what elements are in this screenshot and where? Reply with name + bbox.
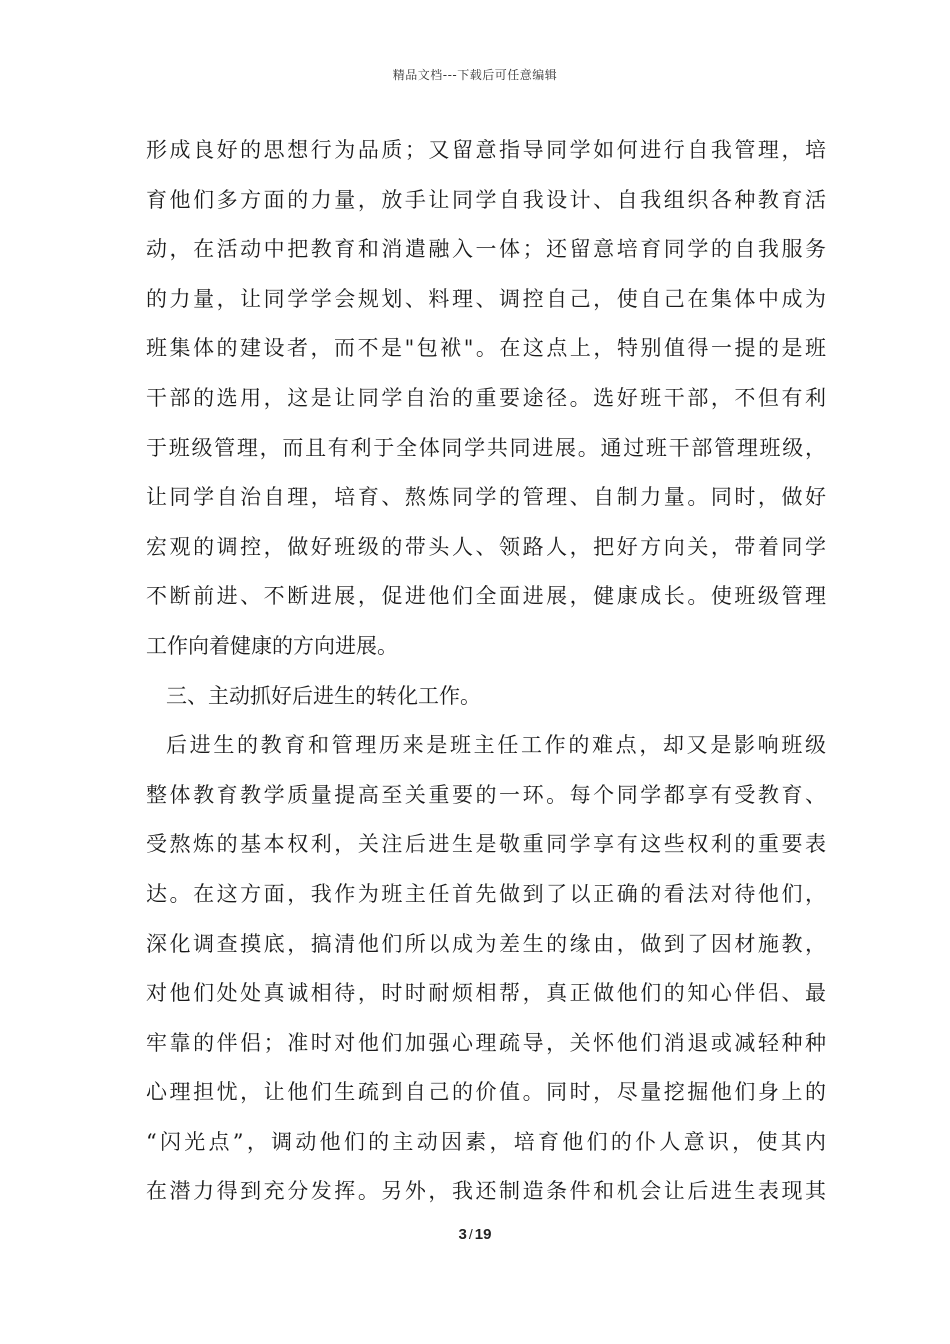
text-line: 于班级管理，而且有利于全体同学共同进展。通过班干部管理班级， [146, 435, 826, 460]
text-line: 牢靠的伴侣；准时对他们加强心理疏导，关怀他们消退或减轻种种 [146, 1030, 826, 1055]
text-line: 对他们处处真诚相待，时时耐烦相帮，真正做他们的知心伴侣、最 [146, 981, 826, 1006]
text-line: 形成良好的思想行为品质；又留意指导同学如何进行自我管理，培 [146, 138, 826, 162]
text-line: 动，在活动中把教育和消遣融入一体；还留意培育同学的自我服务 [146, 237, 826, 262]
page-header: 精品文档---下载后可任意编辑 [392, 68, 558, 82]
text-line: 心理担忧，让他们生疏到自己的价值。同时，尽量挖掘他们身上的 [146, 1080, 826, 1105]
text-line: 整体教育教学质量提高至关重要的一环。每个同学都享有受教育、 [146, 782, 826, 807]
text-line: 在潜力得到充分发挥。另外，我还制造条件和机会让后进生表现其 [146, 1179, 826, 1204]
text-line: 宏观的调控，做好班级的带头人、领路人，把好方向关，带着同学 [146, 534, 826, 559]
text-line: 深化调查摸底，搞清他们所以成为差生的缘由，做到了因材施教， [146, 931, 826, 956]
text-line: 让同学自治自理，培育、熬炼同学的管理、自制力量。同时，做好 [146, 485, 826, 510]
page-separator: / [468, 1226, 473, 1242]
text-line: 工作向着健康的方向进展。 [146, 633, 398, 658]
text-line: “闪光点”，调动他们的主动因素，培育他们的仆人意识，使其内 [146, 1129, 826, 1154]
text-line: 班集体的建设者，而不是"包袱"。在这点上，特别值得一提的是班 [146, 336, 826, 361]
current-page: 3 [458, 1226, 467, 1243]
section-heading: 三、主动抓好后进生的转化工作。 [166, 683, 481, 708]
text-line: 不断前进、不断进展，促进他们全面进展，健康成长。使班级管理 [146, 584, 826, 609]
text-line: 育他们多方面的力量，放手让同学自我设计、自我组织各种教育活 [146, 187, 826, 212]
text-line: 达。在这方面，我作为班主任首先做到了以正确的看法对待他们， [146, 881, 826, 906]
paragraph-first-line: 后进生的教育和管理历来是班主任工作的难点，却又是影响班级 [166, 733, 826, 758]
text-line: 受熬炼的基本权利，关注后进生是敬重同学享有这些权利的重要表 [146, 832, 826, 857]
total-pages: 19 [474, 1226, 492, 1243]
text-line: 干部的选用，这是让同学自治的重要途径。选好班干部，不但有利 [146, 385, 826, 410]
document-body [146, 126, 826, 1217]
page-number [0, 1226, 950, 1243]
text-line: 的力量，让同学学会规划、料理、调控自己，使自己在集体中成为 [146, 286, 826, 311]
